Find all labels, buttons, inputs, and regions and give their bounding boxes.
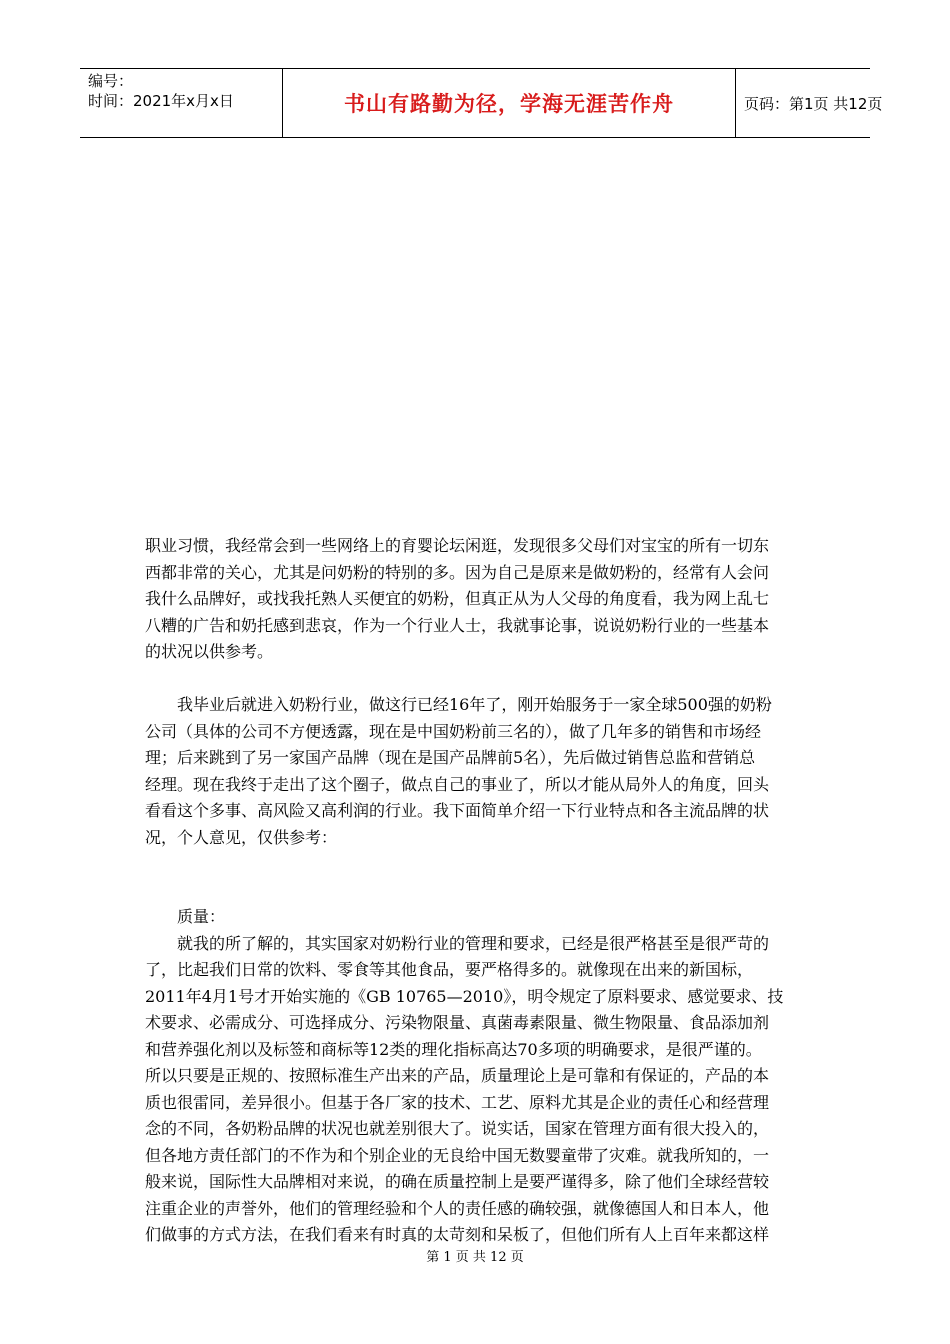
motto-text: 书山有路勤为径，学海无涯苦作舟 <box>344 92 674 116</box>
text-line: 公司（具体的公司不方便透露，现在是中国奶粉前三名的），做了几年多的销售和市场经 <box>145 721 762 741</box>
number-label: 编号： <box>88 72 134 90</box>
page-info: 页码：第1页 共12页 <box>744 94 883 113</box>
date-label: 时间：2021年x月x日 <box>88 92 234 110</box>
footer-page-number: 第 1 页 共 12 页 <box>426 1250 524 1265</box>
text-line: 的状况以供参考。 <box>145 642 274 661</box>
text-line: 西都非常的关心，尤其是问奶粉的特别的多。因为自己是原来是做奶粉的，经常有人会问 <box>145 562 770 582</box>
paragraph-3 <box>145 931 805 1249</box>
text-line: 看看这个多事、高风险又高利润的行业。我下面简单介绍一下行业特点和各主流品牌的状 <box>145 801 770 820</box>
text-line: 我什么品牌好，或找我托熟人买便宜的奶粉，但真正从为人父母的角度看，我为网上乱七 <box>145 589 770 608</box>
text-line: 2011年4月1号才开始实施的《GB 10765—2010》，明令规定了原料要求、感觉要求、技 <box>145 986 784 1006</box>
paragraph-2 <box>145 692 805 851</box>
text-line: 般来说，国际性大品牌相对来说，的确在质量控制上是要严谨得多，除了他们全球经营较 <box>145 1172 770 1191</box>
header-page-cell <box>736 69 883 137</box>
text-line: 念的不同，各奶粉品牌的状况也就差别很大了。说实话，国家在管理方面有很大投入的， <box>145 1119 770 1138</box>
text-line: 们做事的方式方法，在我们看来有时真的太苛刻和呆板了，但他们所有人上百年来都这样 <box>145 1225 770 1244</box>
heading-text: 质量： <box>177 907 226 926</box>
text-line: 况，个人意见，仅供参考： <box>145 827 338 847</box>
text-line: 注重企业的声誉外，他们的管理经验和个人的责任感的确较强，就像德国人和日本人，他 <box>145 1198 770 1218</box>
page-footer <box>0 1246 950 1265</box>
text-line: 了，比起我们日常的饮料、零食等其他食品，要严格得多的。就像现在出来的新国标， <box>145 960 754 979</box>
text-line: 和营养强化剂以及标签和商标等12类的理化指标高达70多项的明确要求，是很严谨的。 <box>145 1039 762 1059</box>
header-motto-cell <box>282 69 736 137</box>
text-line: 所以只要是正规的、按照标准生产出来的产品，质量理论上是可靠和有保证的，产品的本 <box>145 1066 770 1085</box>
text-line: 理；后来跳到了另一家国产品牌（现在是国产品牌前5名），先后做过销售总监和营销总 <box>145 748 756 767</box>
text-line: 但各地方责任部门的不作为和个别企业的无良给中国无数婴童带了灾难。就我所知的，一 <box>145 1145 770 1165</box>
text-line: 经理。现在我终于走出了这个圈子，做点自己的事业了，所以才能从局外人的角度，回头 <box>145 774 770 794</box>
page-header <box>80 68 883 138</box>
text-line: 术要求、必需成分、可选择成分、污染物限量、真菌毒素限量、微生物限量、食品添加剂 <box>145 1013 770 1032</box>
section-heading <box>145 904 805 931</box>
text-line: 就我的所了解的，其实国家对奶粉行业的管理和要求，已经是很严格甚至是很严苛的 <box>177 933 770 953</box>
text-line: 质也很雷同，差异很小。但基于各厂家的技术、工艺、原料尤其是企业的责任心和经营理 <box>145 1092 770 1112</box>
header-left-cell <box>80 69 282 137</box>
text-line: 职业习惯，我经常会到一些网络上的育婴论坛闲逛，发现很多父母们对宝宝的所有一切东 <box>145 536 770 555</box>
document-body <box>145 533 805 1249</box>
paragraph-1 <box>145 533 805 666</box>
text-line: 八糟的广告和奶托感到悲哀，作为一个行业人士，我就事论事，说说奶粉行业的一些基本 <box>145 615 770 635</box>
text-line: 我毕业后就进入奶粉行业，做这行已经16年了，刚开始服务于一家全球500强的奶粉 <box>177 695 772 714</box>
